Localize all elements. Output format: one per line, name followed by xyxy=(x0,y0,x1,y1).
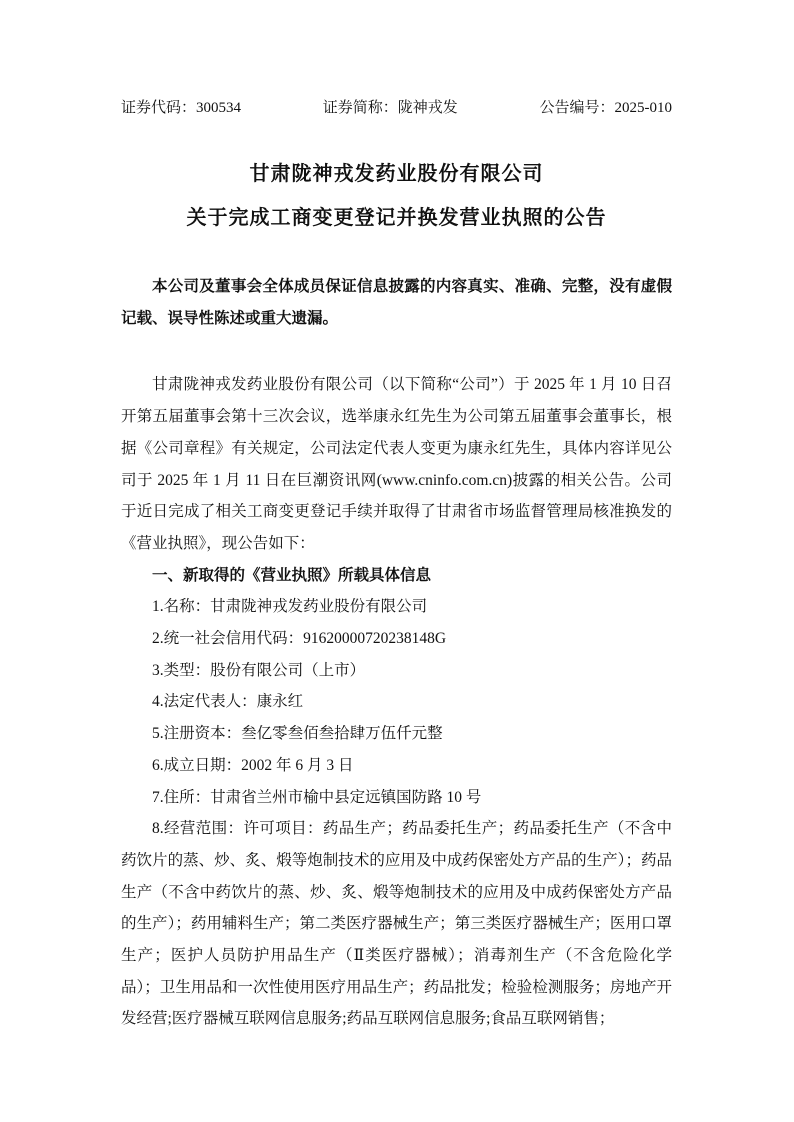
intro-paragraph: 甘肃陇神戎发药业股份有限公司（以下简称“公司”）于 2025 年 1 月 10 日召开第五届董事会第十三次会议，选举康永红先生为公司第五届董事会董事长，根据《公司章程》有关规定，公司法定代表人变更为康永红先生，具体内容详见公司于 2025 年 1 月 11 日在巨潮资讯网(www.cninfo.com.cn)披露的相关公告。公司于近日完成了相关工商变更登记手续并取得了甘肃省市场监督管理局核准换发的《营业执照》，现公告如下： xyxy=(121,376,672,552)
doc-header xyxy=(121,96,672,120)
license-item-credit-code: 2.统一社会信用代码：91620000720238148G xyxy=(152,630,447,648)
license-item-establish-date: 6.成立日期：2002 年 6 月 3 日 xyxy=(152,756,354,774)
company-name-title: 甘肃陇神戎发药业股份有限公司 xyxy=(249,163,544,185)
title-block xyxy=(121,152,672,240)
section1-heading: 一、新取得的《营业执照》所载具体信息 xyxy=(152,566,432,584)
license-item-name: 1.名称：甘肃陇神戎发药业股份有限公司 xyxy=(152,598,428,616)
license-item-registered-capital: 5.注册资本：叁亿零叁佰叁拾肆万伍仟元整 xyxy=(152,725,443,743)
stock-code: 证券代码：300534 xyxy=(121,100,242,116)
license-item-legal-representative: 4.法定代表人：康永红 xyxy=(152,693,304,711)
announcement-title: 关于完成工商变更登记并换发营业执照的公告 xyxy=(186,207,607,229)
announcement-body xyxy=(121,369,672,1035)
disclosure-notice: 本公司及董事会全体成员保证信息披露的内容真实、准确、完整，没有虚假记载、误导性陈述或重大遗漏。 xyxy=(121,278,672,327)
license-item-business-scope: 8.经营范围：许可项目：药品生产；药品委托生产；药品委托生产（不含中药饮片的蒸、炒、炙、煅等炮制技术的应用及中成药保密处方产品的生产）；药品生产（不含中药饮片的蒸、炒、炙、煅等炮制技术的应用及中成药保密处方产品的生产）；药用辅料生产；第二类医疗器械生产；第三类医疗器械生产；医用口罩生产；医护人员防护用品生产（Ⅱ类医疗器械）；消毒剂生产（不含危险化学品）；卫生用品和一次性使用医疗用品生产；药品批发；检验检测服务；房地产开发经营;医疗器械互联网信息服务;药品互联网信息服务;食品互联网销售； xyxy=(121,820,672,1028)
stock-short-name: 证券简称：陇神戎发 xyxy=(322,100,458,116)
announcement-number: 公告编号：2025-010 xyxy=(539,100,672,116)
license-item-type: 3.类型：股份有限公司（上市） xyxy=(152,661,366,679)
license-item-address: 7.住所：甘肃省兰州市榆中县定远镇国防路 10 号 xyxy=(152,788,482,806)
